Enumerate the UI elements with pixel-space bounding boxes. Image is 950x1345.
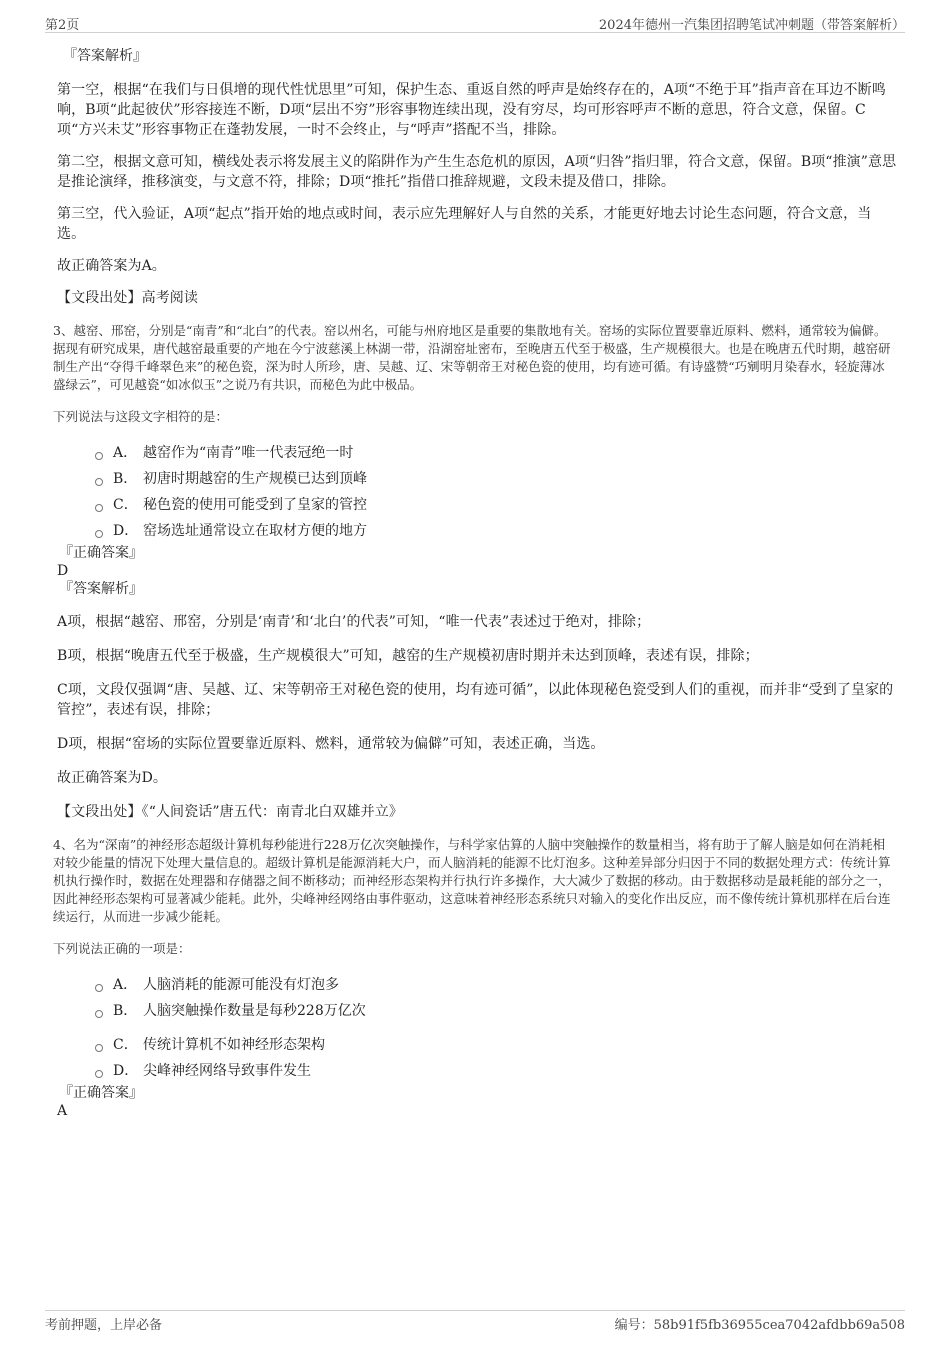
q4-answer-value: A [57, 1103, 68, 1119]
q4-options [95, 972, 897, 1084]
q3-options [95, 440, 897, 544]
q3-option-d[interactable]: D． 窑场选址通常设立在取材方便的地方 [95, 518, 897, 544]
q3-answer-label: 『正确答案』 [59, 545, 143, 561]
q3-option-b[interactable]: B． 初唐时期越窑的生产规模已达到顶峰 [95, 466, 897, 492]
footer-serial: 编号：58b91f5fb36955cea7042afdbb69a508 [614, 1318, 905, 1333]
radio-icon[interactable] [95, 478, 103, 486]
q4-option-b[interactable]: B． 人脑突触操作数量是每秒228万亿次 [95, 998, 897, 1024]
q3-source: 【文段出处】《“人间瓷话”唐五代：南青北白双雄并立》 [57, 804, 403, 820]
page-number: 第2页 [45, 18, 80, 33]
q4-option-d[interactable]: D． 尖峰神经网络导致事件发生 [95, 1058, 897, 1084]
radio-icon[interactable] [95, 1070, 103, 1078]
q3-analysis-a: A项，根据“越窑、邢窑，分别是‘南青’和‘北白’的代表”可知，“唯一代表”表述过于绝对，排除； [57, 614, 651, 630]
q4-option-a[interactable]: A． 人脑消耗的能源可能没有灯泡多 [95, 972, 897, 998]
radio-icon[interactable] [95, 530, 103, 538]
document-title: 2024年德州一汽集团招聘笔试冲刺题（带答案解析） [598, 18, 905, 33]
q4-option-c[interactable]: C． 传统计算机不如神经形态架构 [95, 1032, 897, 1058]
q3-analysis-d: D项，根据“窑场的实际位置要靠近原料、燃料，通常较为偏僻”可知，表述正确，当选。 [57, 736, 605, 752]
page-header [45, 10, 905, 33]
footer-slogan: 考前押题，上岸必备 [45, 1318, 163, 1333]
page-content [53, 46, 897, 1120]
radio-icon[interactable] [95, 984, 103, 992]
q3-option-a[interactable]: A． 越窑作为“南青”唯一代表冠绝一时 [95, 440, 897, 466]
q4-question: 下列说法正确的一项是： [53, 941, 191, 956]
q3-analysis-b: B项，根据“晚唐五代至于极盛，生产规模很大”可知，越窑的生产规模初唐时期并未达到顶峰，表述有误，排除； [57, 648, 759, 664]
q3-option-c[interactable]: C． 秘色瓷的使用可能受到了皇家的管控 [95, 492, 897, 518]
radio-icon[interactable] [95, 1010, 103, 1018]
radio-icon[interactable] [95, 452, 103, 460]
q2-analysis-label: 『答案解析』 [63, 48, 147, 64]
q4-passage: 4、名为“深南”的神经形态超级计算机每秒能进行228万亿次突触操作，与科学家估算的人脑中突触操作的数量相当，将有助于了解人脑是如何在消耗相对较少能量的情况下处理大量信息的。超级计算机是能源消耗大户，而人脑消耗的能源不比灯泡多。这种差异部分归因于不同的数据处理方式：传统计算机执行操作时，数据在处理器和存储器之间不断移动；而神经形态架构并行执行许多操作，大大减少了数据的移动。由于数据移动是最耗能的部分之一，因此神经形态架构可显著减少能耗。此外，尖峰神经网络由事件驱动，这意味着神经形态系统只对输入的变化作出反应，而不像传统计算机那样在后台连续运行，从而进一步减少能耗。 [53, 837, 891, 924]
q2-answer-statement: 故正确答案为A。 [57, 258, 166, 274]
q3-analysis-c: C项，文段仅强调“唐、吴越、辽、宋等朝帝王对秘色瓷的使用，均有迹可循”，以此体现秘色瓷受到人们的重视，而并非“受到了皇家的管控”，表述有误，排除； [57, 682, 894, 718]
q2-source: 【文段出处】高考阅读 [57, 290, 198, 306]
q3-answer-value: D [57, 563, 69, 579]
page-footer [45, 1310, 905, 1333]
radio-icon[interactable] [95, 504, 103, 512]
q4-answer-label: 『正确答案』 [59, 1085, 143, 1101]
radio-icon[interactable] [95, 1044, 103, 1052]
q3-answer-statement: 故正确答案为D。 [57, 770, 168, 786]
q2-analysis-para-2: 第二空，根据文意可知，横线处表示将发展主义的陷阱作为产生生态危机的原因，A项“归咎”指归罪，符合文意，保留。B项“推演”意思是推论演绎，推移演变，与文意不符，排除；D项“推托”指借口推辞规避，文段未提及借口，排除。 [57, 154, 897, 190]
q3-analysis-label: 『答案解析』 [59, 581, 143, 597]
q3-passage: 3、越窑、邢窑，分别是“南青”和“北白”的代表。窑以州名，可能与州府地区是重要的集散地有关。窑场的实际位置要靠近原料、燃料，通常较为偏僻。据现有研究成果，唐代越窑最重要的产地在今宁波慈溪上林湖一带，沿湖窑址密布，至晚唐五代至于极盛，生产规模很大。也是在晚唐五代时期，越窑研制生产出“夺得千峰翠色来”的秘色瓷，深为时人所珍，唐、吴越、辽、宋等朝帝王对秘色瓷的使用，均有迹可循。有诗盛赞“巧剜明月染春水，轻旋薄冰盛绿云”，可见越瓷“如冰似玉”之说乃有共识，而秘色为此中极品。 [53, 323, 891, 392]
q3-question: 下列说法与这段文字相符的是： [53, 409, 229, 424]
q2-analysis-para-3: 第三空，代入验证，A项“起点”指开始的地点或时间，表示应先理解好人与自然的关系，才能更好地去讨论生态问题，符合文意，当选。 [57, 206, 872, 242]
q2-analysis-para-1: 第一空，根据“在我们与日俱增的现代性忧思里”可知，保护生态、重返自然的呼声是始终存在的，A项“不绝于耳”指声音在耳边不断鸣响，B项“此起彼伏”形容接连不断，D项“层出不穷”形容事物连续出现，没有穷尽，均可形容呼声不断的意思，符合文意，保留。C项“方兴未艾”形容事物正在蓬勃发展，一时不会终止，与“呼声”搭配不当，排除。 [57, 82, 886, 138]
